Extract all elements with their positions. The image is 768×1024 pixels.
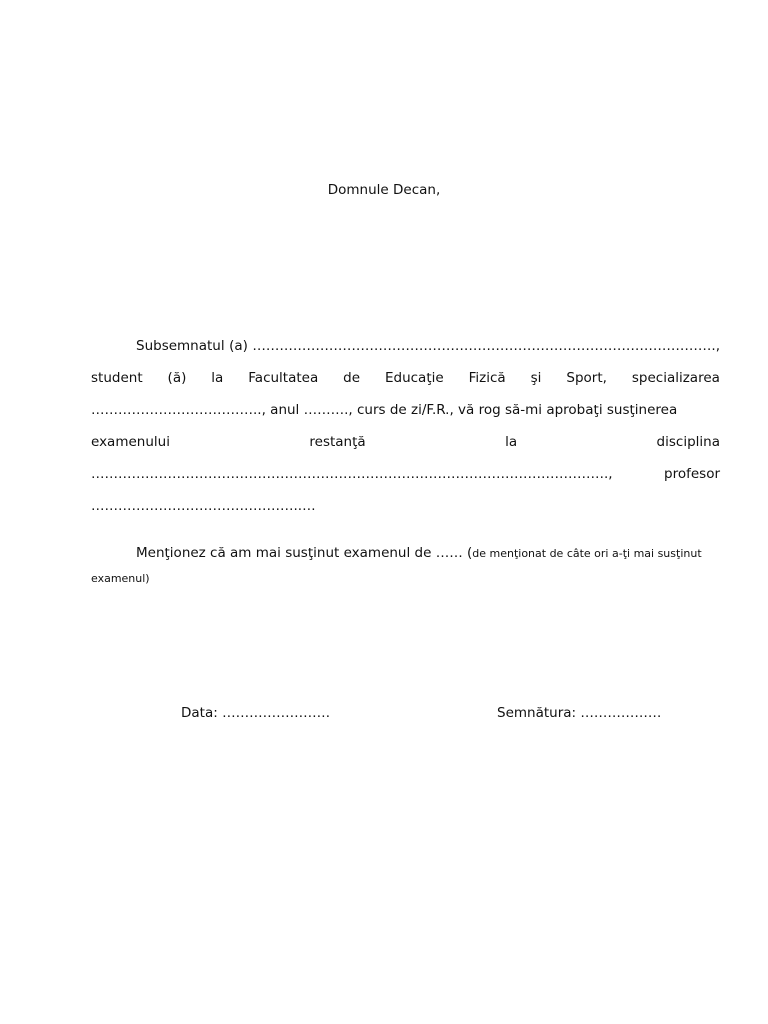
body-word: şi [530,370,542,386]
body-word: Subsemnatul [136,338,225,354]
mention-note: de menţionat de câte ori a-ţi mai susţinut [472,547,702,560]
body-word: (ă) [167,370,187,386]
body-word: disciplina [656,434,720,450]
body-word: specializarea [631,370,720,386]
body-line-5 [91,464,720,484]
discipline-blank: ……………………………………………………………………………………………………., [91,466,613,482]
body-word: Fizică [468,370,506,386]
salutation: Domnule Decan, [327,182,441,198]
body-word: (a) [229,338,248,354]
body-word: la [505,434,518,450]
body-word: Facultatea [248,370,319,386]
body-word: Educaţie [384,370,444,386]
body-word: profesor [664,466,720,482]
body-line-3: ……………………………….., anul ………., curs de zi/F.R., vă rog să-mi aprobaţi susţinerea [91,402,678,418]
signature-field: Semnătura: ……………… [497,705,662,721]
body-line-4 [91,432,720,452]
body-word: examenului [91,434,170,450]
body-line-2 [91,368,720,388]
date-field: Data: …………………… [181,705,331,721]
body-word: de [343,370,361,386]
professor-blank: ………………………………………..… [91,498,316,514]
body-word: restanţă [309,434,366,450]
body-word: student [91,370,143,386]
body-line-1 [136,336,720,356]
mention-line [136,543,720,563]
body-word: la [211,370,224,386]
name-blank: …………………………………………………………………………………………., [252,338,720,354]
mention-note-continuation: examenul) [91,572,150,585]
mention-text: Menţionez că am mai susţinut examenul de …… ( [136,545,473,561]
body-word: Sport, [566,370,607,386]
